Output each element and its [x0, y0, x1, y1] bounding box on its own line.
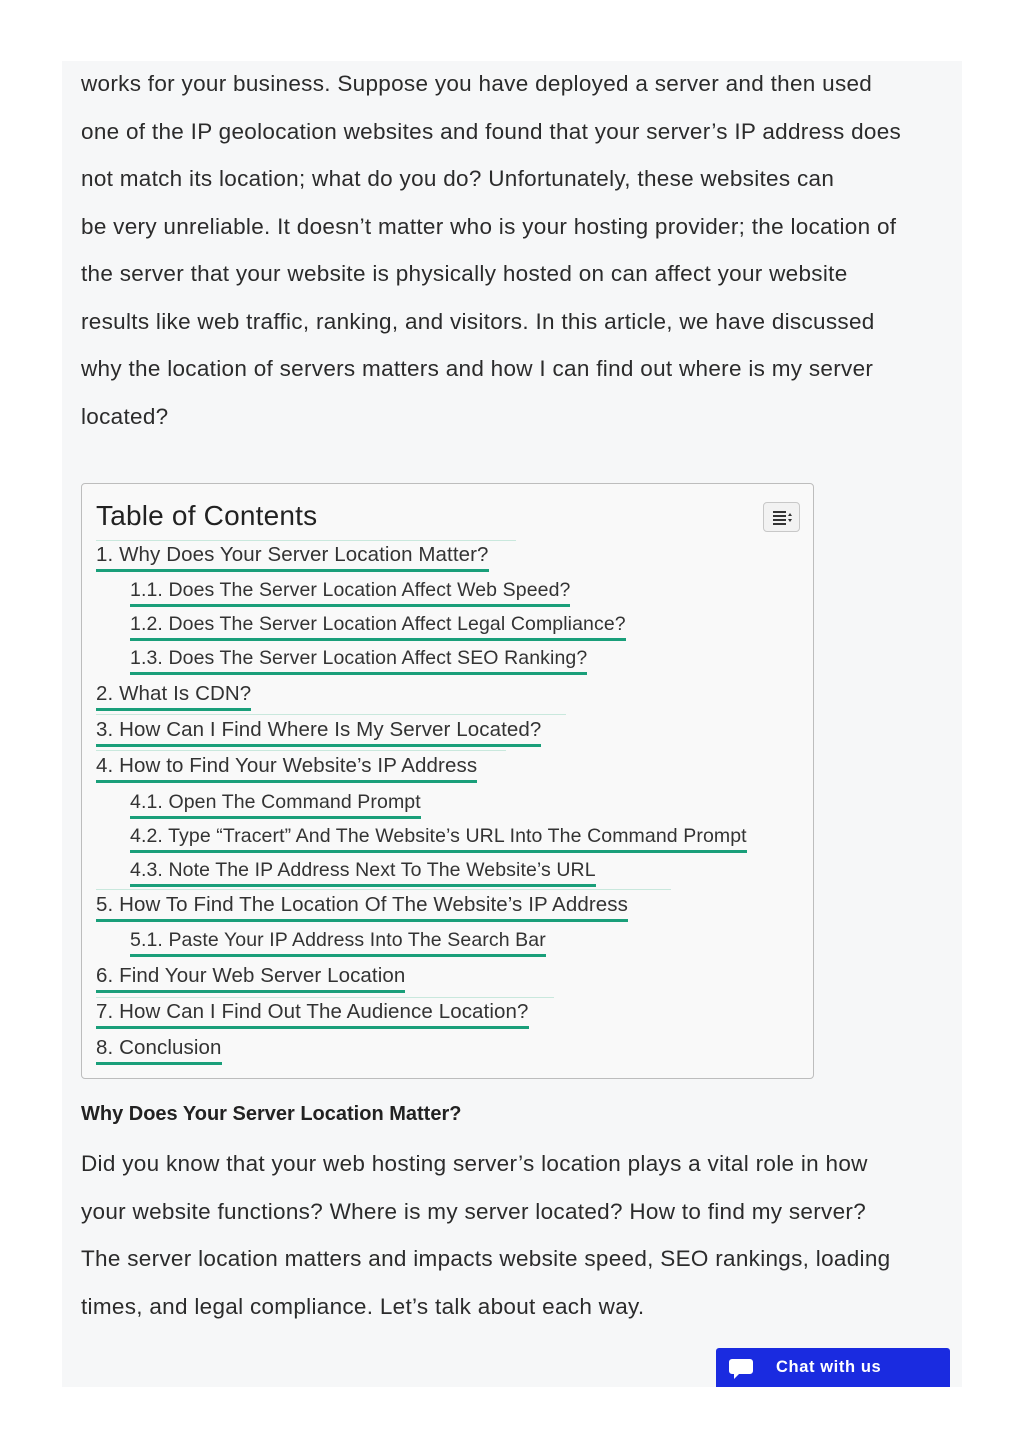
chat-with-us-button[interactable]	[716, 1348, 950, 1387]
intro-line: why the location of servers matters and how I can find out where is my server	[81, 356, 874, 381]
section-paragraph	[81, 1140, 951, 1330]
intro-line: results like web traffic, ranking, and visitors. In this article, we have discussed	[81, 308, 875, 334]
toc-link[interactable]: 4.1. Open The Command Prompt	[130, 789, 421, 819]
toc-link[interactable]: 1.2. Does The Server Location Affect Legal Compliance?	[130, 611, 626, 641]
toc-link[interactable]: 1.3. Does The Server Location Affect SEO Ranking?	[130, 645, 587, 675]
toc-link[interactable]: 5. How To Find The Location Of The Website’s IP Address	[96, 892, 628, 922]
toc-link[interactable]: 1.1. Does The Server Location Affect Web Speed?	[130, 577, 570, 607]
intro-line: located?	[81, 403, 169, 429]
chat-bubble-icon	[728, 1356, 754, 1382]
toc-link[interactable]: 6. Find Your Web Server Location	[96, 963, 405, 993]
toc-divider	[96, 997, 554, 998]
toc-divider	[96, 750, 506, 751]
toc-divider	[96, 714, 566, 715]
toc-link[interactable]: 7. How Can I Find Out The Audience Location?	[96, 999, 529, 1029]
table-of-contents	[81, 483, 814, 1079]
toc-link[interactable]: 2. What Is CDN?	[96, 681, 251, 711]
toc-link[interactable]: 1. Why Does Your Server Location Matter?	[96, 542, 489, 572]
list-toggle-icon	[773, 511, 793, 525]
intro-paragraph	[81, 60, 951, 440]
body-line: The server location matters and impacts website speed, SEO rankings, loading	[81, 1246, 891, 1271]
toc-link[interactable]: 4.2. Type “Tracert” And The Website’s URL Into The Command Prompt	[130, 823, 747, 853]
body-line: Did you know that your web hosting server’s location plays a vital role in how	[81, 1151, 868, 1176]
intro-line: be very unreliable. It doesn’t matter who is your hosting provider; the location of	[81, 213, 897, 239]
intro-line: not match its location; what do you do? Unfortunately, these websites can	[81, 166, 835, 191]
intro-line: the server that your website is physically hosted on can affect your website	[81, 261, 848, 286]
intro-line: one of the IP geolocation websites and found that your server’s IP address does	[81, 118, 902, 144]
toc-divider	[96, 889, 671, 890]
chat-label: Chat with us	[776, 1358, 882, 1376]
body-line: your website functions? Where is my server located? How to find my server?	[81, 1198, 867, 1224]
toc-title: Table of Contents	[96, 500, 318, 531]
toc-link[interactable]: 4.3. Note The IP Address Next To The Website’s URL	[130, 857, 596, 887]
toc-link[interactable]: 5.1. Paste Your IP Address Into The Search Bar	[130, 927, 546, 957]
intro-line: works for your business. Suppose you have deployed a server and then used	[81, 71, 873, 96]
toc-link[interactable]: 4. How to Find Your Website’s IP Address	[96, 753, 477, 783]
section-heading: Why Does Your Server Location Matter?	[81, 1103, 462, 1125]
toc-link[interactable]: 3. How Can I Find Where Is My Server Located?	[96, 717, 541, 747]
toc-toggle-button[interactable]	[763, 502, 800, 532]
toc-link[interactable]: 8. Conclusion	[96, 1035, 222, 1065]
body-line: times, and legal compliance. Let’s talk about each way.	[81, 1293, 645, 1319]
toc-divider	[96, 540, 516, 541]
